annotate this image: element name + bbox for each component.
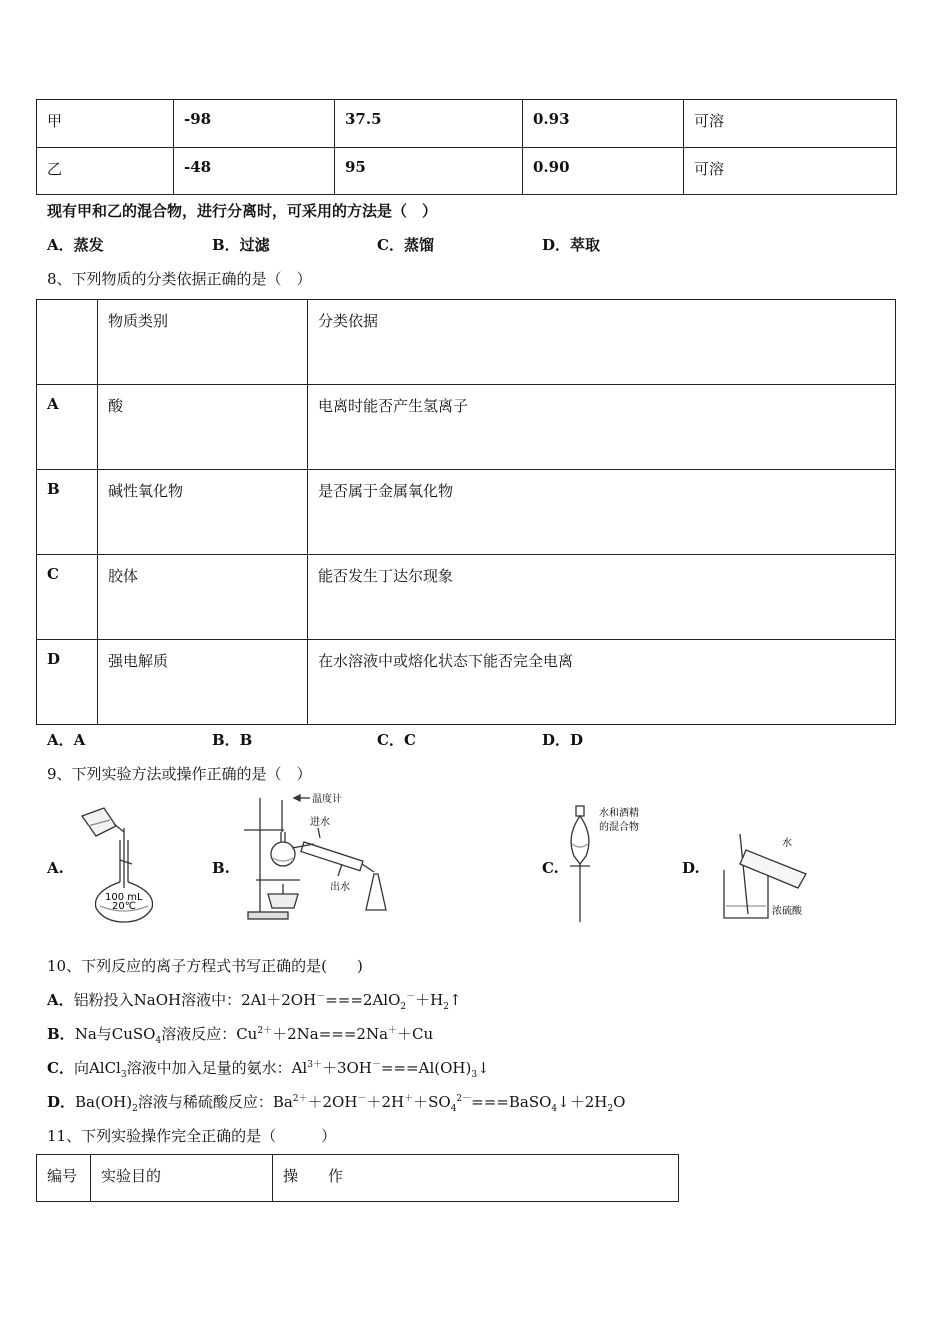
- eq-text: Ba(OH): [75, 1093, 133, 1111]
- cell: 0.90: [533, 158, 570, 176]
- header-cell: [37, 300, 97, 310]
- flask-volume-label: 100 mL: [105, 892, 143, 903]
- eq-text: O: [613, 1093, 626, 1111]
- header-cell: 编号: [47, 1167, 78, 1185]
- eq-sub: 2: [607, 1104, 614, 1114]
- eq-sup: ＋: [404, 1094, 414, 1104]
- option-prefix: B．: [47, 1025, 75, 1043]
- q10-option-c[interactable]: [47, 1057, 490, 1078]
- table-header-row: [37, 1155, 679, 1202]
- cell: 0.93: [533, 110, 570, 128]
- water-in-label: 进水: [310, 817, 330, 828]
- eq-sub: 4: [450, 1104, 457, 1114]
- q8-option-c[interactable]: C．C: [377, 731, 416, 749]
- table-row: [37, 640, 896, 725]
- eq-sup: 2＋: [257, 1026, 273, 1036]
- eq-sub: 4: [551, 1104, 558, 1114]
- header-cell: 物质类别: [108, 312, 169, 330]
- cell: 是否属于金属氧化物: [318, 482, 454, 500]
- eq-sub: 2: [443, 1002, 449, 1012]
- eq-text: ===Al(OH): [380, 1059, 472, 1077]
- header-cell: 操 作: [283, 1167, 344, 1185]
- cell: 甲: [47, 112, 63, 130]
- eq-text: 溶液与稀硫酸反应：Ba: [137, 1093, 293, 1111]
- cell: 可溶: [694, 160, 725, 178]
- figure-separatory-funnel: [566, 800, 656, 925]
- option-prefix: A．: [47, 991, 74, 1009]
- cell: 碱性氧化物: [108, 482, 184, 500]
- q7-question: 现有甲和乙的混合物，进行分离时，可采用的方法是（ ）: [47, 202, 438, 220]
- figure-volumetric-flask: [74, 800, 164, 925]
- q9-label-d[interactable]: D.: [682, 859, 700, 877]
- eq-text: ↓: [477, 1059, 490, 1077]
- cell: 酸: [108, 397, 124, 415]
- q7-option-a[interactable]: A．蒸发: [47, 236, 104, 254]
- cell: -98: [184, 110, 212, 128]
- cell: 电离时能否产生氢离子: [318, 397, 469, 415]
- eq-text: ↓＋2H: [557, 1093, 608, 1111]
- eq-text: 铝粉投入NaOH溶液中：2Al＋2OH: [73, 991, 317, 1009]
- table-row: [37, 148, 897, 195]
- eq-sup: －: [316, 992, 326, 1002]
- eq-sup: 2－: [456, 1094, 472, 1104]
- cell: B: [47, 480, 60, 498]
- table-q11: [36, 1154, 679, 1202]
- eq-sup: ＋: [388, 1026, 398, 1036]
- figure-acid-dilution: [718, 830, 838, 925]
- cell: 37.5: [345, 110, 382, 128]
- acid-label: 浓硫酸: [772, 906, 802, 917]
- cell: 95: [345, 158, 366, 176]
- q10-option-d[interactable]: [47, 1091, 625, 1112]
- q8-option-a[interactable]: A．A: [47, 731, 86, 749]
- eq-text: ＋2OH: [307, 1093, 358, 1111]
- eq-sup: －: [371, 1060, 381, 1070]
- eq-sup: 3＋: [307, 1060, 322, 1070]
- q7-option-d[interactable]: D．萃取: [542, 236, 601, 254]
- q10-question: 10、下列反应的离子方程式书写正确的是( ): [47, 957, 363, 975]
- q9-label-c[interactable]: C.: [542, 859, 559, 877]
- q10-option-a[interactable]: [47, 989, 462, 1010]
- q9-label-a[interactable]: A.: [47, 859, 64, 877]
- table-row: [37, 100, 897, 148]
- q7-option-b[interactable]: B．过滤: [212, 236, 270, 254]
- eq-text: ↑: [448, 991, 462, 1009]
- q9-label-b[interactable]: B.: [212, 859, 230, 877]
- cell: 强电解质: [108, 652, 169, 670]
- eq-sub: 2: [400, 1002, 407, 1012]
- q8-option-b[interactable]: B．B: [212, 731, 253, 749]
- cell: C: [47, 565, 59, 583]
- eq-sub: 3: [120, 1070, 127, 1080]
- cell: D: [47, 650, 61, 668]
- eq-text: 向AlCl: [73, 1059, 121, 1077]
- eq-text: 溶液中加入足量的氨水：Al: [126, 1059, 308, 1077]
- eq-sub: 4: [155, 1036, 162, 1046]
- eq-text: ＋2H: [366, 1093, 405, 1111]
- eq-text: ＋H: [415, 991, 444, 1009]
- cell: A: [47, 395, 59, 413]
- eq-sub: 2: [132, 1104, 138, 1114]
- option-prefix: D．: [47, 1093, 76, 1111]
- q8-question: 8、下列物质的分类依据正确的是（ ）: [47, 270, 312, 288]
- eq-sup: 2＋: [292, 1094, 308, 1104]
- water-out-label: 出水: [330, 882, 350, 893]
- cell: 在水溶液中或熔化状态下能否完全电离: [318, 652, 574, 670]
- figure-distillation: [238, 790, 398, 926]
- table-header-row: [37, 300, 896, 385]
- mixture-label-line1: 水和酒精: [599, 808, 639, 819]
- eq-text: ＋3OH: [321, 1059, 372, 1077]
- eq-text: ＋2Na===2Na: [272, 1025, 389, 1043]
- header-cell: 实验目的: [101, 1167, 162, 1185]
- eq-text: ===BaSO: [471, 1093, 552, 1111]
- water-label: 水: [782, 838, 792, 849]
- table-q7: [36, 99, 897, 195]
- q8-option-d[interactable]: D．D: [542, 731, 584, 749]
- header-cell: 分类依据: [318, 312, 379, 330]
- q10-option-b[interactable]: [47, 1023, 433, 1044]
- q11-question: 11、下列实验操作完全正确的是（ ）: [47, 1127, 337, 1145]
- option-prefix: C．: [47, 1059, 74, 1077]
- thermometer-label: 温度计: [312, 794, 342, 805]
- cell: -48: [184, 158, 212, 176]
- mixture-label-line2: 的混合物: [599, 822, 639, 833]
- eq-sup: －: [357, 1094, 367, 1104]
- table-row: [37, 555, 896, 640]
- eq-sub: 3: [471, 1070, 478, 1080]
- cell: 胶体: [108, 567, 139, 585]
- eq-text: ===2AlO: [325, 991, 401, 1009]
- cell: 可溶: [694, 112, 725, 130]
- eq-text: ＋SO: [413, 1093, 451, 1111]
- eq-text: 溶液反应：Cu: [161, 1025, 258, 1043]
- q9-question: 9、下列实验方法或操作正确的是（ ）: [47, 765, 312, 783]
- cell: 乙: [47, 160, 63, 178]
- table-q8: [36, 299, 896, 725]
- table-row: [37, 470, 896, 555]
- eq-text: Na与CuSO: [74, 1025, 156, 1043]
- eq-text: ＋Cu: [397, 1025, 434, 1043]
- cell: 能否发生丁达尔现象: [318, 567, 454, 585]
- q7-option-c[interactable]: C．蒸馏: [377, 236, 434, 254]
- flask-temp-label: 20℃: [112, 901, 136, 912]
- eq-sup: －: [406, 992, 416, 1002]
- table-row: [37, 385, 896, 470]
